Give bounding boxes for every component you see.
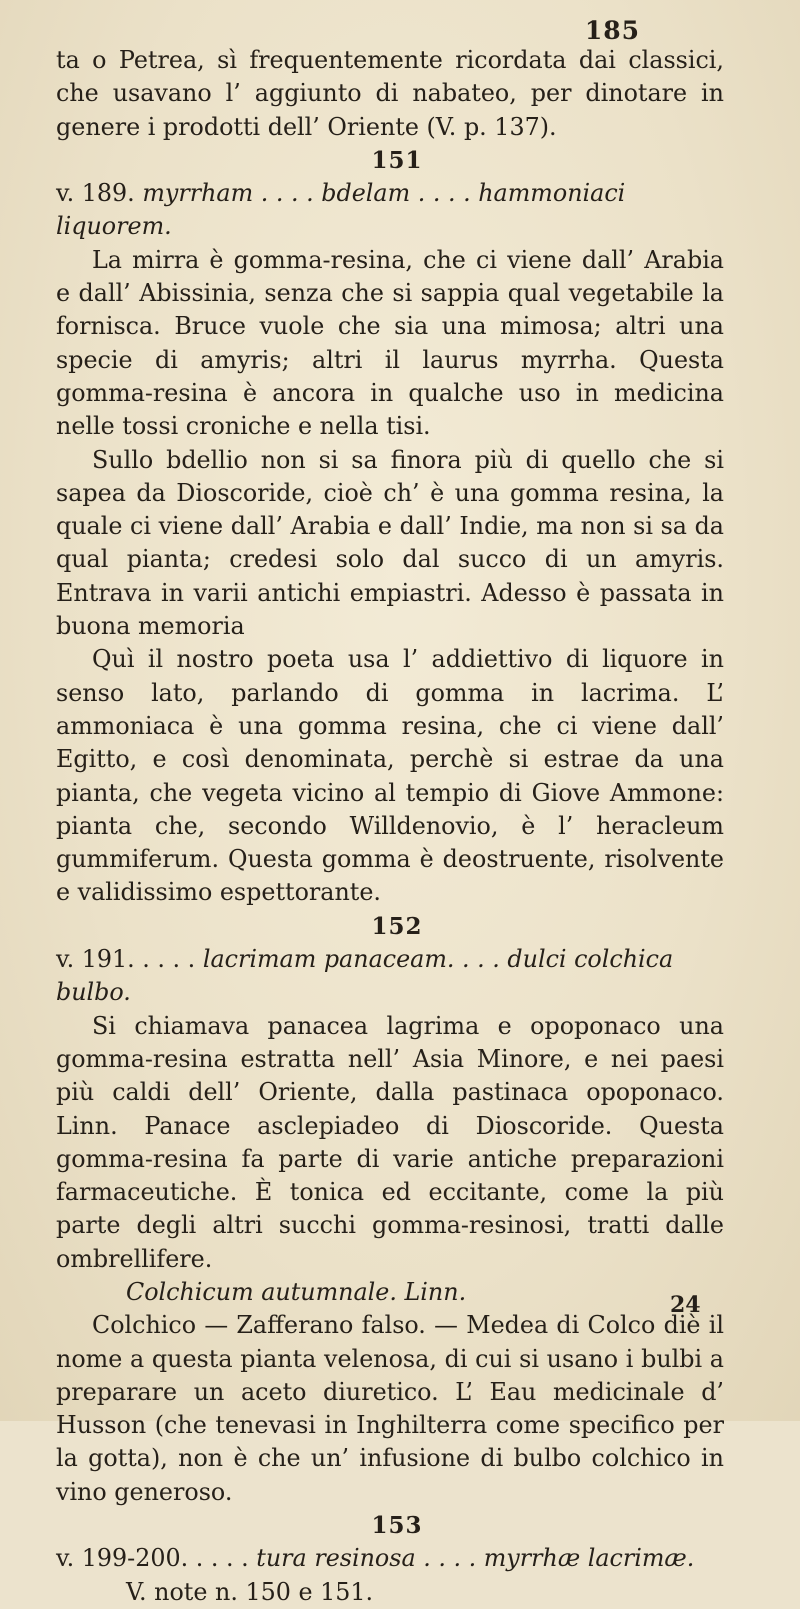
paragraph: La mirra è gomma-resina, che ci viene dall’ Arabia e dall’ Abissinia, senza che si sappia qual vegetabile la fornisca. Bruce vuole che sia una mimosa; altri una specie di amyris; altri il laurus myrrha. Questa gomma-resina è ancora in qualche uso in medicina nelle tossi croniche e nella tisi. <box>56 245 724 441</box>
section-number-151: 151 <box>371 146 423 174</box>
cross-reference-note: V. note n. 150 e 151. <box>126 1577 374 1606</box>
verse-text: tura resinosa . . . . myrrhæ lacrimæ. <box>256 1544 695 1573</box>
section-number-152: 152 <box>371 912 423 940</box>
paragraph: Si chiamava panacea lagrima e opoponaco una gomma-resina estratta nell’ Asia Minore, e nei paesi più caldi dell’ Oriente, dalla pastinaca opoponaco. Linn. Panace asclepiadeo di Dioscoride. Questa gomma-resina fa parte di varie antiche preparazioni farmaceutiche. È tonica ed eccitante, come la più parte degli altri succhi gomma-resinosi, tratti dalle ombrellifere. <box>56 1011 724 1273</box>
section-number-153: 153 <box>371 1512 423 1540</box>
paragraph: Quì il nostro poeta usa l’ addiettivo di liquore in senso lato, parlando di gomma in lacrima. L’ ammoniaca è una gomma resina, che ci viene dall’ Egitto, e così denominata, perchè si estrae da una pianta, che vegeta vicino al tempio di Giove Ammone: pianta che, secondo Willdenovio, è l’ heracleum gummiferum. Questa gomma è deostruente, risolvente e validissimo espettorante. <box>56 645 724 907</box>
paragraph: Sullo bdellio non si sa finora più di quello che si sapea da Dioscoride, cioè ch’ è una gomma resina, la quale ci viene dall’ Arabia e dall’ Indie, ma non si sa da qual pianta; credesi solo dal succo di un amyris. Entrava in varii antichi empiastri. Adesso è passata in buona memoria <box>56 445 724 641</box>
paragraph: Colchico — Zafferano falso. — Medea di Colco diè il nome a questa pianta velenosa, di cui si usano i bulbi a preparare un aceto diuretico. L’ Eau medicinale d’ Husson (che tenevasi in Inghilterra come specifico per la gotta), non è che un’ infusione di bulbo colchico in vino generoso. <box>56 1311 724 1506</box>
page-number: 185 <box>584 16 640 45</box>
verse-line-151 <box>56 177 724 244</box>
verse-line-152 <box>56 943 724 1010</box>
verse-ref: v. 199-200. . . . . <box>56 1544 249 1573</box>
latin-name: Colchicum autumnale. Linn. <box>126 1277 467 1306</box>
printer-signature: 24 <box>670 1292 701 1318</box>
verse-text: lacrimam panaceam. . . . dulci colchica bulbo. <box>56 945 674 1007</box>
verse-text: myrrham . . . . bdelam . . . . hammoniaci liquorem. <box>56 179 626 241</box>
verse-ref: v. 189. <box>56 179 135 208</box>
verse-ref: v. 191. . . . . <box>56 945 196 974</box>
verse-line-153 <box>56 1542 724 1575</box>
intro-paragraph: ta o Petrea, sì frequentemente ricordata dai classici, che usavano l’ aggiunto di nabateo, per dinotare in genere i prodotti dell’ Oriente (V. p. 137). <box>56 46 724 141</box>
body-text <box>56 44 724 1609</box>
